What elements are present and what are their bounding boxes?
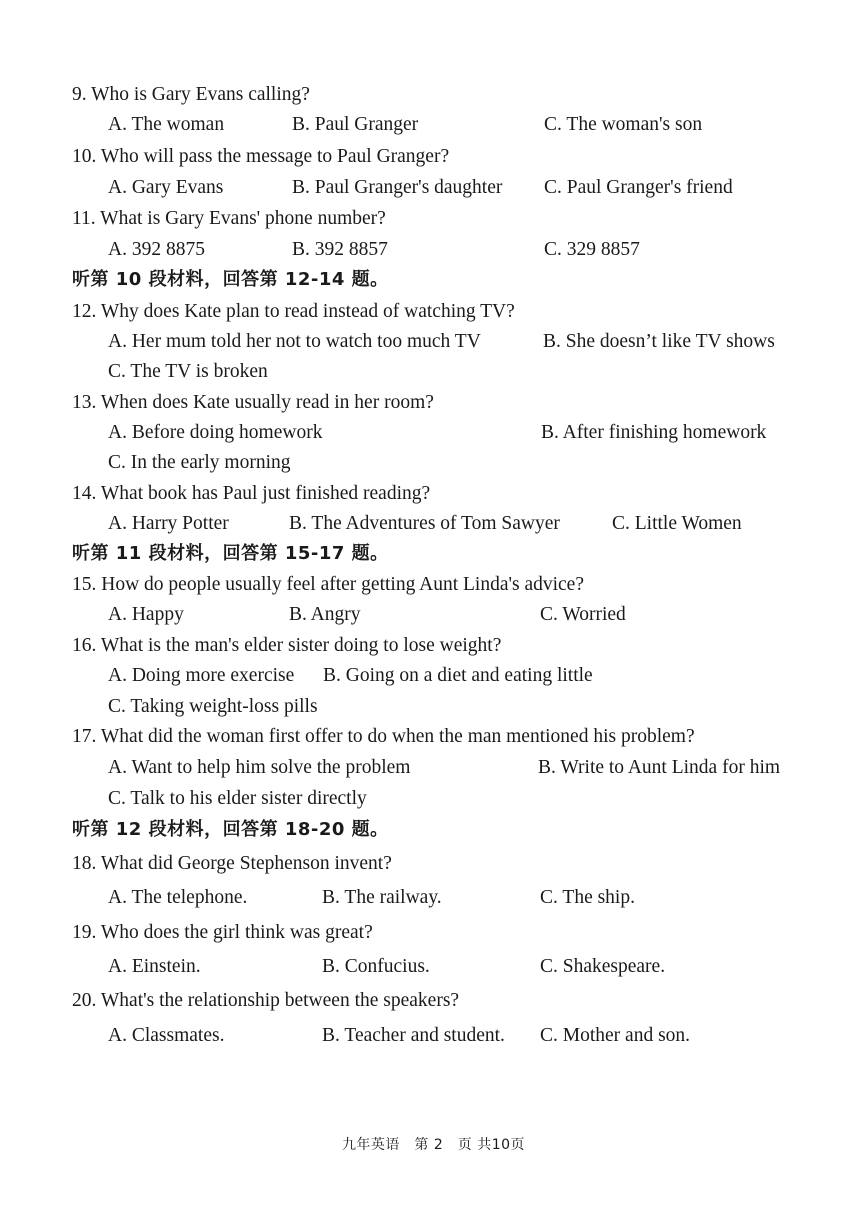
page-footer: 九年英语 第 2 页 共10页 xyxy=(341,1137,526,1153)
q20-option-b: B. Teacher and student. xyxy=(322,1025,505,1046)
q19-option-b: B. Confucius. xyxy=(322,956,430,977)
section-heading-10: 听第 10 段材料，回答第 12-14 题。 xyxy=(72,269,389,290)
section-heading-12: 听第 12 段材料，回答第 18-20 题。 xyxy=(72,819,389,840)
question-11: 11. What is Gary Evans' phone number? xyxy=(72,208,386,229)
q10-option-a: A. Gary Evans xyxy=(108,177,224,198)
q11-option-c: C. 329 8857 xyxy=(544,239,640,260)
q14-option-c: C. Little Women xyxy=(612,513,742,534)
q19-option-c: C. Shakespeare. xyxy=(540,956,666,977)
q15-option-b: B. Angry xyxy=(289,604,361,625)
question-15: 15. How do people usually feel after getting Aunt Linda's advice? xyxy=(72,574,584,595)
question-13: 13. When does Kate usually read in her room? xyxy=(72,392,434,413)
q18-option-a: A. The telephone. xyxy=(108,887,248,908)
q17-option-b: B. Write to Aunt Linda for him xyxy=(538,757,781,778)
q15-option-c: C. Worried xyxy=(540,604,626,625)
question-19: 19. Who does the girl think was great? xyxy=(72,922,373,943)
q11-option-a: A. 392 8875 xyxy=(108,239,205,260)
question-9: 9. Who is Gary Evans calling? xyxy=(72,84,310,105)
section-heading-11: 听第 11 段材料，回答第 15-17 题。 xyxy=(72,543,389,564)
q9-option-b: B. Paul Granger xyxy=(292,114,419,135)
question-16: 16. What is the man's elder sister doing to lose weight? xyxy=(72,635,502,656)
question-17: 17. What did the woman first offer to do when the man mentioned his problem? xyxy=(72,726,695,747)
q11-option-b: B. 392 8857 xyxy=(292,239,388,260)
q16-option-b: B. Going on a diet and eating little xyxy=(323,665,593,686)
q17-option-c: C. Talk to his elder sister directly xyxy=(108,788,367,809)
q12-option-a: A. Her mum told her not to watch too much TV xyxy=(108,331,481,352)
q13-option-a: A. Before doing homework xyxy=(108,422,323,443)
q12-option-c: C. The TV is broken xyxy=(108,361,268,382)
q9-option-c: C. The woman's son xyxy=(544,114,703,135)
question-10: 10. Who will pass the message to Paul Granger? xyxy=(72,146,450,167)
question-12: 12. Why does Kate plan to read instead of watching TV? xyxy=(72,301,515,322)
q13-option-c: C. In the early morning xyxy=(108,452,291,473)
q16-option-a: A. Doing more exercise xyxy=(108,665,295,686)
q14-option-a: A. Harry Potter xyxy=(108,513,229,534)
q10-option-c: C. Paul Granger's friend xyxy=(544,177,733,198)
q20-option-c: C. Mother and son. xyxy=(540,1025,691,1046)
q18-option-c: C. The ship. xyxy=(540,887,635,908)
question-14: 14. What book has Paul just finished reading? xyxy=(72,483,431,504)
q16-option-c: C. Taking weight-loss pills xyxy=(108,696,318,717)
question-18: 18. What did George Stephenson invent? xyxy=(72,853,392,874)
q12-option-b: B. She doesn’t like TV shows xyxy=(543,331,775,352)
q10-option-b: B. Paul Granger's daughter xyxy=(292,177,503,198)
q20-option-a: A. Classmates. xyxy=(108,1025,225,1046)
q14-option-b: B. The Adventures of Tom Sawyer xyxy=(289,513,560,534)
q17-option-a: A. Want to help him solve the problem xyxy=(108,757,411,778)
q9-option-a: A. The woman xyxy=(108,114,225,135)
q13-option-b: B. After finishing homework xyxy=(541,422,767,443)
q15-option-a: A. Happy xyxy=(108,604,184,625)
question-20: 20. What's the relationship between the speakers? xyxy=(72,990,460,1011)
q19-option-a: A. Einstein. xyxy=(108,956,201,977)
q18-option-b: B. The railway. xyxy=(322,887,442,908)
